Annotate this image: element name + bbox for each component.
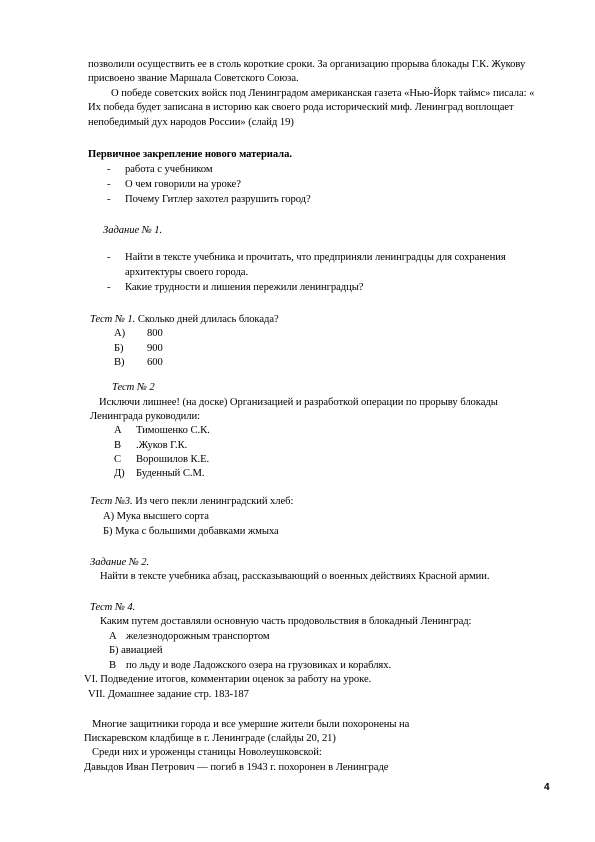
option-text: .Жуков Г.К. bbox=[136, 440, 188, 451]
option-letter: В bbox=[114, 440, 122, 451]
option-text: 900 bbox=[147, 343, 163, 354]
test-3-question: Из чего пекли ленинградский хлеб: bbox=[135, 496, 294, 507]
consolidation-heading: Первичное закрепление нового материала. bbox=[88, 149, 292, 160]
page-number: 4 bbox=[544, 782, 550, 793]
task-1-title: Задание № 1. bbox=[103, 225, 163, 236]
test-2-question-line-1: Исключи лишнее! (на доске) Организацией и разработкой операции по прорыву блокады bbox=[99, 397, 498, 408]
test-4-label: Тест № 4. bbox=[90, 602, 136, 613]
list-bullet: - bbox=[107, 164, 111, 175]
option-text: Ворошилов К.Е. bbox=[136, 454, 210, 465]
list-bullet: - bbox=[107, 252, 111, 263]
option-letter: А bbox=[114, 425, 122, 436]
closing-line-1: Многие защитники города и все умершие жители были похоронены на bbox=[92, 719, 410, 730]
option-letter: В bbox=[109, 660, 117, 671]
option-letter: Д) bbox=[114, 468, 125, 479]
option-text: 800 bbox=[147, 328, 163, 339]
option-letter: А) bbox=[114, 328, 126, 339]
task-1-item-1-line-2: архитектуры своего города. bbox=[125, 267, 249, 278]
option-letter: Б) bbox=[114, 343, 124, 354]
paragraph-2-line-2: Их победа будет записана в историю как своего рода исторический миф. Ленинград воплощает bbox=[88, 102, 514, 113]
task-1-item-1-line-1: Найти в тексте учебника и прочитать, что предприняли ленинградцы для сохранения bbox=[125, 252, 506, 263]
test-4-question: Каким путем доставляли основную часть продовольствия в блокадный Ленинград: bbox=[100, 616, 472, 627]
lesson-step-6: VI. Подведение итогов, комментарии оценок за работу на уроке. bbox=[84, 674, 372, 685]
test-2-question-line-2: Ленинграда руководили: bbox=[90, 411, 201, 422]
option-letter: А bbox=[109, 631, 117, 642]
task-2-title: Задание № 2. bbox=[90, 557, 150, 568]
paragraph-1-line-2: присвоено звание Маршала Советского Союза. bbox=[88, 73, 299, 84]
test-1-question: Сколько дней длилась блокада? bbox=[137, 314, 279, 325]
option-text: железнодорожным транспортом bbox=[126, 631, 270, 642]
list-bullet: - bbox=[107, 194, 111, 205]
test-3-option-a: А) Мука высшего сорта bbox=[103, 511, 209, 522]
list-bullet: - bbox=[107, 282, 111, 293]
lesson-step-7: VII. Домашнее задание стр. 183-187 bbox=[88, 689, 249, 700]
test-3-line bbox=[90, 495, 293, 508]
option-text: 600 bbox=[147, 357, 163, 368]
option-text: Б) авиацией bbox=[109, 645, 163, 656]
paragraph-2-line-1: О победе советских войск под Ленинградом американская газета «Нью-Йорк таймс» писала: « bbox=[111, 88, 535, 99]
closing-line-3: Среди них и уроженцы станицы Новолеушковской: bbox=[92, 747, 322, 758]
closing-line-4: Давыдов Иван Петрович — погиб в 1943 г. похоронен в Ленинграде bbox=[84, 762, 389, 773]
closing-line-2: Пискаревском кладбище в г. Ленинграде (слайды 20, 21) bbox=[84, 733, 336, 744]
test-1-label: Тест № 1. bbox=[90, 314, 136, 325]
paragraph-2-line-3: непобедимый дух народов России» (слайд 19) bbox=[88, 117, 294, 128]
test-3-label: Тест №3. bbox=[90, 496, 133, 507]
option-text: Тимошенко С.К. bbox=[136, 425, 210, 436]
list-bullet: - bbox=[107, 179, 111, 190]
option-text: Буденный С.М. bbox=[136, 468, 205, 479]
list-item: О чем говорили на уроке? bbox=[125, 179, 241, 190]
test-3-option-b: Б) Мука с большими добавками жмыха bbox=[103, 526, 279, 537]
task-1-item-2: Какие трудности и лишения пережили ленинградцы? bbox=[125, 282, 364, 293]
test-1-line bbox=[90, 313, 279, 326]
option-text: по льду и воде Ладожского озера на грузовиках и кораблях. bbox=[126, 660, 392, 671]
option-letter: В) bbox=[114, 357, 125, 368]
list-item: работа с учебником bbox=[125, 164, 213, 175]
paragraph-1-line-1: позволили осуществить ее в столь короткие сроки. За организацию прорыва блокады Г.К. Жукову bbox=[88, 59, 526, 70]
option-letter: С bbox=[114, 454, 122, 465]
task-2-text: Найти в тексте учебника абзац, рассказывающий о военных действиях Красной армии. bbox=[100, 571, 490, 582]
test-2-label: Тест № 2 bbox=[112, 382, 155, 393]
list-item: Почему Гитлер захотел разрушить город? bbox=[125, 194, 311, 205]
